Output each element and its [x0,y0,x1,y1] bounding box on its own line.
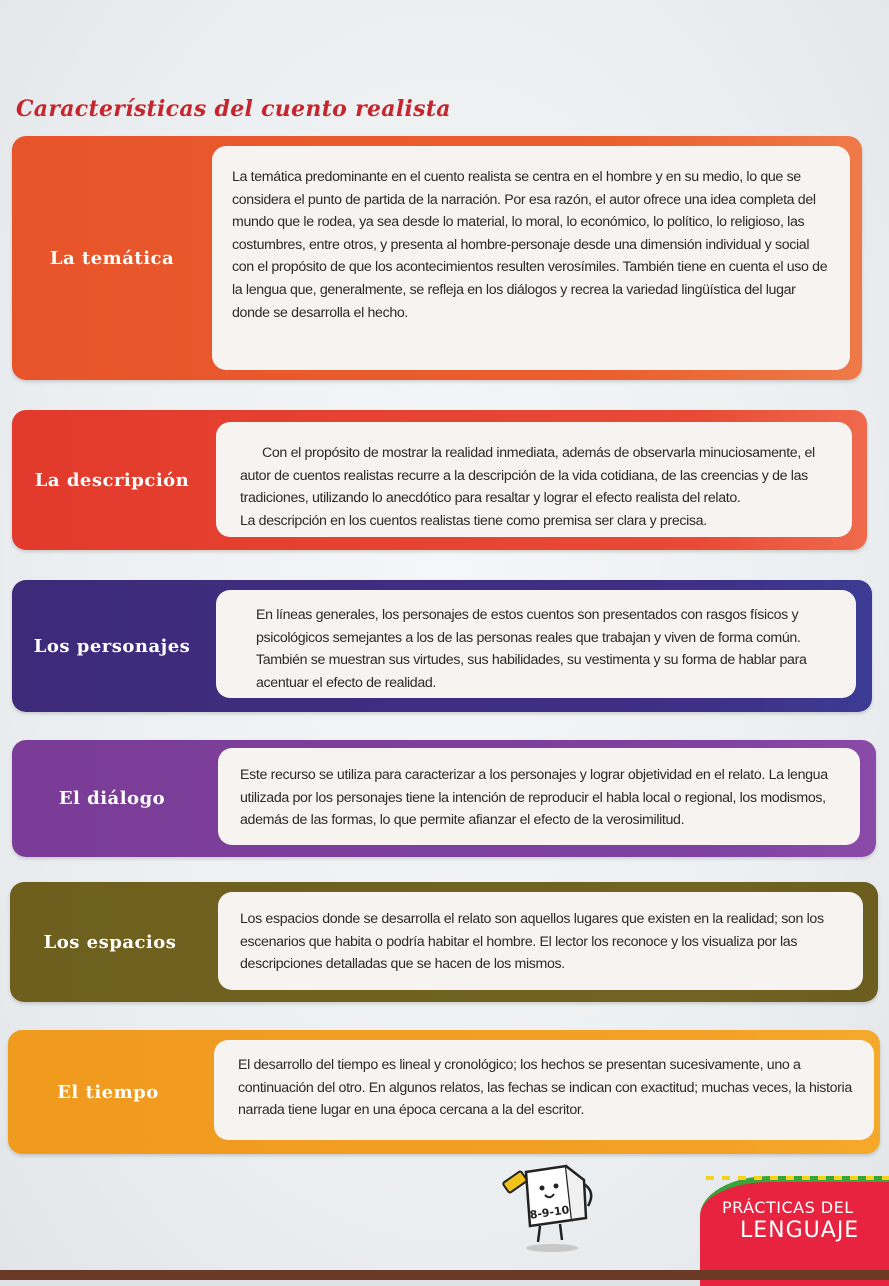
card-paragraph: Con el propósito de mostrar la realidad inmediata, además de observarla minuciosamente, el autor de cuentos realistas recurre a la descripción de la vida cotidiana, de las creencias y de las tradiciones, utilizando lo anecdótico para resaltar y lograr el efecto realista del relato. [240,445,815,507]
card-body [216,422,852,537]
card-label: El tiempo [57,1081,159,1103]
mascot-illustration [496,1162,606,1254]
card-dialogo [12,740,876,857]
card-label: La temática [49,247,175,269]
card-body [218,748,860,845]
logo-line-1: PRÁCTICAS DEL [722,1198,854,1217]
card-body [214,1040,874,1140]
pencil-icon [503,1171,528,1193]
card-paragraph: Los espacios donde se desarrolla el relato son aquellos lugares que existen en la realidad; son los escenarios que habita o podría habitar el hombre. El lector los reconoce y los visualiza por las descripciones detalladas que se hacen de los mismos. [240,911,824,973]
card-paragraph: La temática predominante en el cuento realista se centra en el hombre y en su medio, lo que se considera el punto de partida de la narración. Por esa razón, el autor ofrece una idea completa del mundo que le rodea, ya sea desde lo material, lo moral, lo económico, lo político, lo religioso, las costumbres, entre otros, y presenta al hombre-personaje desde una dimensión individual y social con el propósito de que los acontecimientos resulten verosímiles. También tiene en cuenta el uso de la lengua que, generalmente, se refleja en los diálogos y recrea la variedad lingüística del lugar donde se desarrolla el hecho. [232,169,828,321]
card-personajes [12,580,872,712]
mascot-shadow [526,1244,578,1252]
card-label: La descripción [34,469,190,491]
card-paragraph: Este recurso se utiliza para caracterizar a los personajes y lograr objetividad en el relato. La lengua utilizada por los personajes tiene la intención de reproducir el habla local o regional, los modismos, además de las formas, lo que permite afianzar el efecto de la verosimilitud. [240,767,828,829]
card-label: Los personajes [33,635,191,657]
card-paragraph: En líneas generales, los personajes de estos cuentos son presentados con rasgos físicos y psicológicos semejantes a los de las personas reales que trabajan y viven de forma común. También se muestran sus virtudes, sus habilidades, su vestimenta y su forma de hablar para acentuar el efecto de realidad. [256,607,807,691]
page-edge [0,1270,889,1280]
card-paragraph: La descripción en los cuentos realistas tiene como premisa ser clara y precisa. [240,512,707,529]
card-body [216,590,856,698]
card-paragraph: El desarrollo del tiempo es lineal y cronológico; los hechos se presentan sucesivamente, uno a continuación del otro. En algunos relatos, las fechas se indican con exactitud; muchas veces, la historia narrada tiene lugar en una época cercana a la del escritor. [238,1057,852,1119]
card-label: El diálogo [58,788,166,809]
card-tiempo [8,1030,880,1154]
logo-line-2: LENGUAJE [740,1218,860,1243]
card-descripcion [12,410,867,550]
mascot-text: 8-9-10 [528,1203,571,1222]
page-title: Características del cuento realista [16,96,451,122]
card-body [212,146,850,370]
card-label: Los espacios [43,931,177,953]
card-body [218,892,863,990]
card-tematica [12,136,862,380]
card-espacios [10,882,878,1002]
